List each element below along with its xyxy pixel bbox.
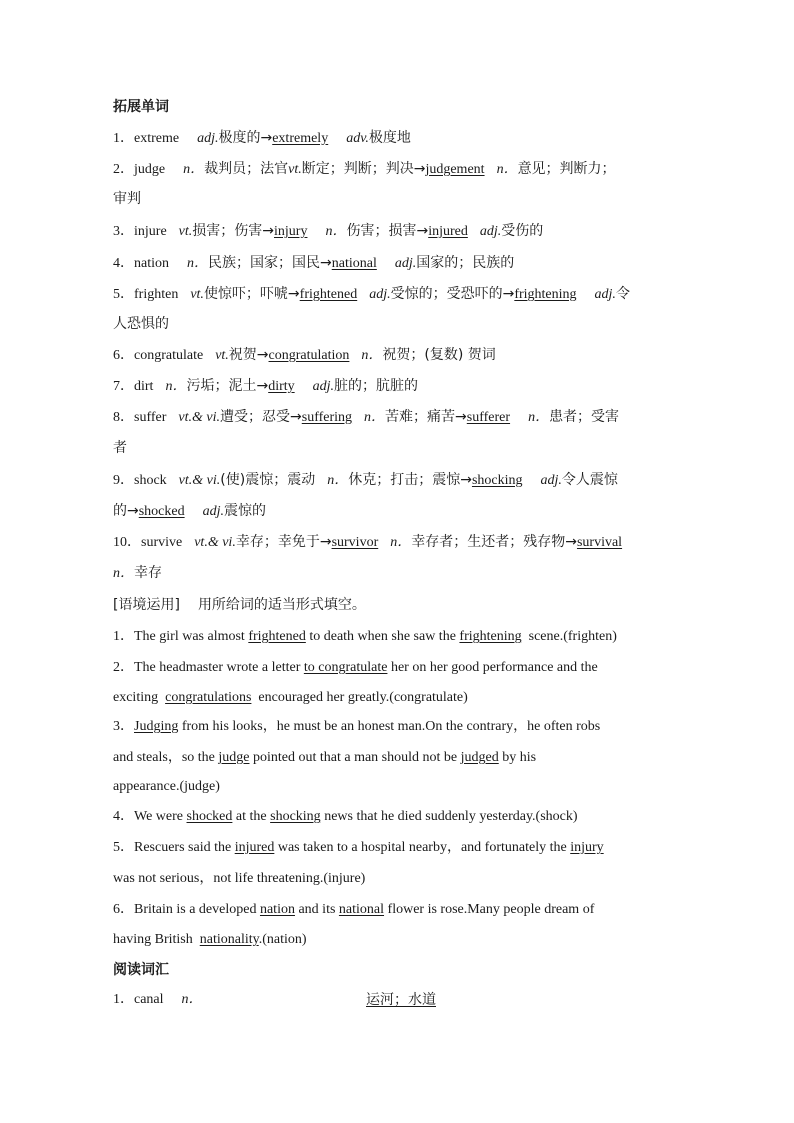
reading-item-1: 1．canal n． xyxy=(113,992,203,1007)
exercise-1: 1．The girl was almost frightened to death when she saw the frightening scene.(frighten) xyxy=(113,629,617,644)
vocab-item-2-cont: 审判 xyxy=(113,191,141,207)
answer-blank: Judging xyxy=(134,719,179,734)
answer-blank: survival xyxy=(576,535,623,550)
answer-blank: frightening xyxy=(514,287,577,302)
vocab-item-1: 1．extreme adj.极度的→extremely adv.极度地 xyxy=(113,130,411,146)
vocab-item-4: 4．nation n．民族；国家；国民→national adj.国家的；民族的 xyxy=(113,255,515,271)
vocab-item-3: 3．injure vt.损害；伤害→injury n．伤害；损害→injured adj.受伤的 xyxy=(113,223,544,239)
exercise-2: 2．The headmaster wrote a letter to congratulate her on her good performance and the xyxy=(113,660,598,675)
answer-blank: to congratulate xyxy=(303,660,388,675)
vocab-item-7: 7．dirt n．污垢；泥土→dirty adj.脏的；肮脏的 xyxy=(113,378,419,394)
answer-blank: frightened xyxy=(299,287,358,302)
answer-blank: survivor xyxy=(331,535,379,550)
answer-blank: national xyxy=(338,902,385,917)
vocab-item-5: 5．frighten vt.使惊吓；吓唬→frightened adj.受惊的；受恐吓的→frightening adj.令 xyxy=(113,286,630,302)
vocab-item-9-cont: 的→shocked adj.震惊的 xyxy=(113,503,267,519)
vocab-item-8: 8．suffer vt.& vi.遭受；忍受→suffering n．苦难；痛苦→sufferer n．患者；受害 xyxy=(113,409,620,425)
exercise-6: 6．Britain is a developed nation and its national flower is rose.Many people dream of xyxy=(113,902,595,917)
answer-blank: congratulation xyxy=(268,348,350,363)
answer-blank: judgement xyxy=(425,162,485,177)
answer-blank: judged xyxy=(460,750,499,765)
answer-blank: injured xyxy=(234,840,275,855)
exercise-3: 3．Judging from his looks，he must be an honest man.On the contrary，he often robs xyxy=(113,719,601,734)
section-title-reading-words: 阅读词汇 xyxy=(113,962,169,978)
vocab-item-5-cont: 人恐惧的 xyxy=(113,316,169,332)
vocab-item-10: 10．survive vt.& vi.幸存；幸免于→survivor n．幸存者；生还者；残存物→survival xyxy=(113,534,623,550)
vocab-item-2: 2．judge n．裁判员；法官vt.断定；判断；判决→judgement n．意见；判断力； xyxy=(113,161,616,177)
context-instruction: 用所给词的适当形式填空。 xyxy=(197,597,366,613)
exercise-5: 5．Rescuers said the injured was taken to a hospital nearby，and fortunately the injury xyxy=(113,840,604,855)
exercise-3-cont2: appearance.(judge) xyxy=(113,779,220,794)
answer-blank: national xyxy=(331,256,377,271)
answer-blank: injured xyxy=(428,224,468,239)
vocab-item-6: 6．congratulate vt.祝贺→congratulation n．祝贺；(复数) 贺词 xyxy=(113,347,496,363)
answer-blank: sufferer xyxy=(466,410,511,425)
answer-blank: nationality xyxy=(199,932,259,947)
vocab-item-8-cont: 者 xyxy=(113,440,127,456)
answer-blank: suffering xyxy=(301,410,353,425)
section-title-context: [语境运用] xyxy=(113,597,180,613)
answer-blank: frightened xyxy=(248,629,306,644)
exercise-3-cont: and steals，so the judge pointed out that a man should not be judged by his xyxy=(113,750,537,765)
exercise-6-cont: having British nationality.(nation) xyxy=(113,932,307,947)
vocab-item-10-cont: n．幸存 xyxy=(113,565,162,581)
answer-blank: injury xyxy=(274,224,308,239)
exercise-5-cont: was not serious，not life threatening.(injure) xyxy=(113,871,366,886)
answer-blank: shocking xyxy=(471,473,523,488)
answer-blank: shocking xyxy=(270,809,321,824)
answer-blank: frightening xyxy=(459,629,522,644)
section-context-usage xyxy=(113,596,688,615)
vocab-item-9: 9．shock vt.& vi.(使)震惊；震动 n．休克；打击；震惊→shocking adj.令人震惊 xyxy=(113,472,618,488)
exercise-4: 4．We were shocked at the shocking news that he died suddenly yesterday.(shock) xyxy=(113,809,578,824)
answer-blank: nation xyxy=(259,902,295,917)
section-title-expand-words: 拓展单词 xyxy=(113,99,169,115)
answer-blank: injury xyxy=(570,840,604,855)
answer-blank: 运河；水道 xyxy=(366,992,436,1008)
exercise-2-cont: exciting congratulations encouraged her greatly.(congratulate) xyxy=(113,690,468,705)
answer-blank: extremely xyxy=(272,131,329,146)
answer-blank: shocked xyxy=(186,809,233,824)
answer-blank: shocked xyxy=(138,504,185,519)
answer-blank: congratulations xyxy=(165,690,252,705)
answer-blank: judge xyxy=(218,750,250,765)
answer-blank: dirty xyxy=(268,379,295,394)
